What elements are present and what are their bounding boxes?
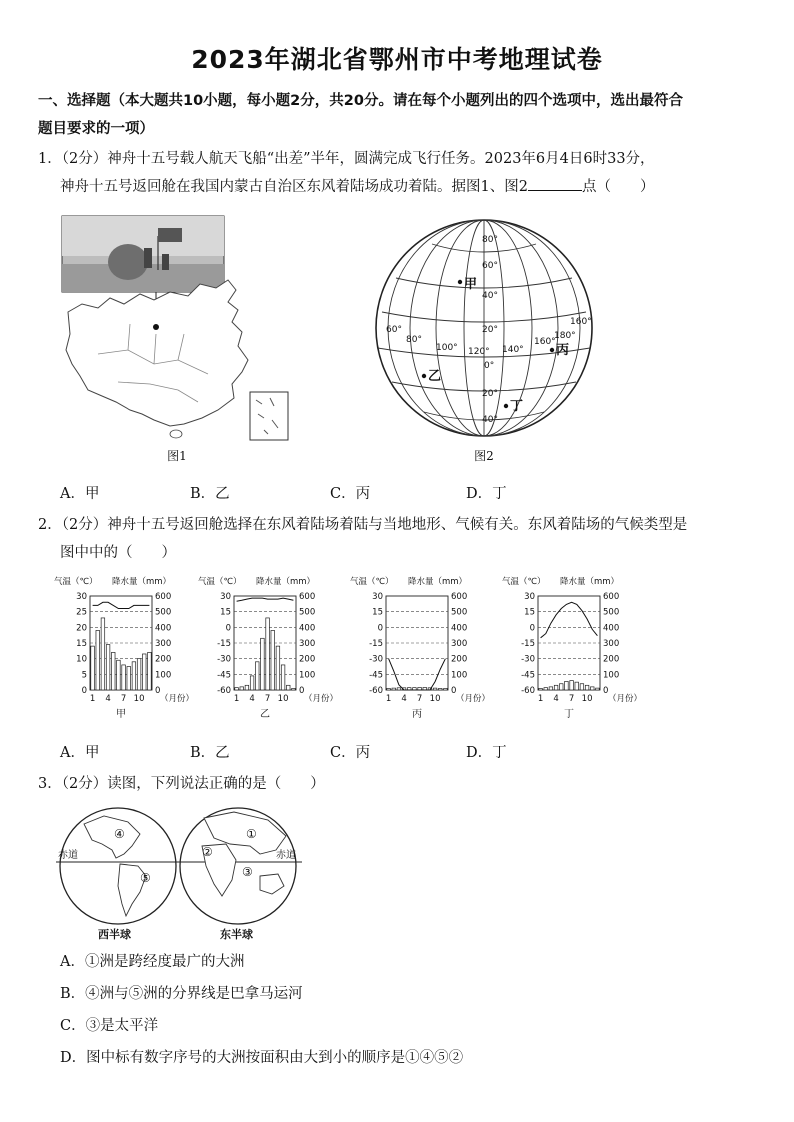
precipitation-bar [271,630,275,690]
temp-tick-label: -60 [521,686,535,696]
precip-tick-label: 600 [451,592,468,602]
point-ding-label: 丁 [510,399,524,414]
month-tick-label: 7 [568,694,575,704]
lon-label: 100° [436,343,458,353]
precipitation-bar [240,687,244,690]
temp-tick-label: -30 [217,654,231,665]
precipitation-bar [433,688,437,690]
return-capsule-icon [108,244,148,280]
q2-option-c[interactable]: C．丙 [330,745,371,761]
temp-tick-label: -60 [217,686,231,696]
precip-tick-label: 100 [603,670,620,681]
photo-sky [62,216,224,256]
lon-label: 140° [502,345,524,355]
q1-option-a[interactable]: A．甲 [60,486,100,502]
chart-title: 甲 [116,709,126,720]
question-1-line2 [38,173,768,201]
lon-label: 120° [468,347,490,357]
temp-tick-label: 15 [372,607,383,618]
precip-tick-label: 200 [603,654,620,665]
hainan-island [170,430,182,438]
precipitation-bar [596,688,600,690]
lon-label: 80° [406,335,422,345]
precipitation-bar [565,681,569,690]
point-yi-marker [422,374,426,378]
precipitation-bar [590,687,594,690]
temp-tick-label: -30 [369,654,383,665]
month-tick-label: 1 [537,694,544,704]
person-icon [144,248,152,268]
temp-tick-label: 25 [76,607,87,618]
precip-tick-label: 0 [299,686,305,696]
month-tick-label: 4 [249,694,255,704]
temp-tick-label: 0 [81,686,87,696]
precipitation-bar [255,662,259,690]
precipitation-bar [122,665,126,690]
temp-axis-title: 气温（℃） [54,577,98,587]
q2-option-d[interactable]: D．丁 [466,745,507,761]
precipitation-bar [137,659,141,690]
precip-tick-label: 600 [603,592,620,602]
question-1-line2-text: 神舟十五号返回舱在我国内蒙古自治区东风着陆场成功着陆。据图1、图2 [60,179,528,195]
precip-axis-title: 降水量（mm） [256,577,316,587]
question-1-line1: 1．（2分）神舟十五号载人航天飞船“出差”半年，圆满完成飞行任务。2023年6月4日6时33分， [38,151,655,167]
temperature-curve [541,602,598,638]
precipitation-bar [245,685,249,690]
precipitation-bar [235,688,239,690]
precip-tick-label: 200 [451,654,468,665]
section-heading [38,87,760,143]
precip-tick-label: 600 [155,592,172,602]
temp-tick-label: 30 [372,592,383,602]
temp-tick-label: 15 [220,607,231,618]
lon-label: 160° [570,317,592,327]
chart-title: 丙 [412,709,422,720]
precipitation-bar [570,681,574,690]
q3-option-d[interactable]: D．图中标有数字序号的大洲按面积由大到小的顺序是①④⑤② [60,1050,464,1066]
precipitation-bar [397,688,401,690]
temperature-curve [237,598,294,601]
section-heading-line1: 一、选择题（本大题共10小题，每小题2分，共20分。请在每个小题列出的四个选项中，选出最符合 [38,93,683,109]
precip-tick-label: 300 [603,639,620,649]
temp-tick-label: 15 [76,639,87,649]
temp-axis-title: 气温（℃） [502,577,546,587]
point-ding-marker [504,404,508,408]
figure-1-china-map [58,214,298,446]
month-axis-label: （月份） [456,694,491,704]
point-bing-marker [550,348,554,352]
month-tick-label: 1 [233,694,240,704]
precip-tick-label: 0 [155,686,161,696]
precip-tick-label: 400 [603,623,620,634]
temp-tick-label: -45 [521,670,535,681]
temperature-curve [93,602,150,608]
precip-tick-label: 400 [299,623,316,634]
precipitation-bar [127,667,131,691]
lon-label: 160° [534,337,556,347]
precipitation-bar [549,687,553,690]
q3-option-b[interactable]: B．④洲与⑤洲的分界线是巴拿马运河 [60,986,303,1002]
month-tick-label: 1 [89,694,96,704]
precip-tick-label: 600 [299,592,316,602]
precipitation-bar [585,685,589,690]
temp-axis-title: 气温（℃） [350,577,394,587]
precipitation-bar [444,688,448,690]
precipitation-bar [281,665,285,690]
point-jia-marker [458,280,462,284]
lon-label: 180° [554,331,576,341]
temp-tick-label: 0 [377,623,383,634]
precipitation-bar [132,662,136,690]
answer-blank[interactable] [528,174,582,191]
precipitation-bar [387,688,391,690]
precip-tick-label: 200 [299,654,316,665]
precipitation-bar [580,684,584,690]
climate-charts-row [54,574,774,734]
equator-label-west: 赤道 [58,850,78,861]
lat-label: 40° [482,291,498,301]
precip-tick-label: 100 [155,670,172,681]
precipitation-bar [106,645,110,690]
temp-tick-label: 0 [529,623,535,634]
question-2-stem [38,511,768,567]
precipitation-bar [392,688,396,690]
precipitation-bar [111,652,115,690]
precipitation-bar [148,652,152,690]
lat-label: 20° [482,325,498,335]
precipitation-bar [575,682,579,690]
precipitation-bar [286,685,290,690]
month-axis-label: （月份） [160,694,195,704]
precip-tick-label: 400 [451,623,468,634]
precip-tick-label: 300 [451,639,468,649]
precipitation-bar [101,618,105,690]
label-4: ④ [114,827,125,841]
precip-tick-label: 400 [155,623,172,634]
month-tick-label: 7 [264,694,271,704]
temp-tick-label: -60 [369,686,383,696]
label-1: ① [246,827,257,841]
precipitation-bar [292,688,296,690]
person-icon [162,254,169,270]
precip-tick-label: 300 [155,639,172,649]
month-tick-label: 4 [401,694,407,704]
precipitation-bar [539,688,543,690]
temp-axis-title: 气温（℃） [198,577,242,587]
question-2-line1: 2．（2分）神舟十五号返回舱选择在东风着陆场着陆与当地地形、气候有关。东风着陆场的气候类型是 [38,517,688,533]
page-title: 2023年湖北省鄂州市中考地理试卷 [191,45,603,74]
precipitation-bar [96,630,100,690]
precip-tick-label: 500 [451,607,468,618]
month-tick-label: 10 [133,694,145,704]
dongfeng-landing-site-marker [153,324,159,330]
question-3-stem: 3．（2分）读图，下列说法正确的是（ ） [38,776,325,792]
label-3: ③ [242,865,253,879]
q1-option-b[interactable]: B．乙 [190,486,230,502]
month-axis-label: （月份） [608,694,643,704]
precip-tick-label: 100 [299,670,316,681]
question-1-line2-end: 点（ ） [581,179,655,195]
month-tick-label: 10 [277,694,289,704]
month-tick-label: 7 [416,694,423,704]
equator-label-east: 赤道 [276,850,296,861]
q2-option-b[interactable]: B．乙 [190,745,230,761]
temp-tick-label: 30 [76,592,87,602]
q1-option-d[interactable]: D．丁 [466,486,507,502]
temp-tick-label: 30 [220,592,231,602]
precipitation-bar [142,654,146,690]
flag-icon [158,228,182,242]
lon-label: 60° [386,325,402,335]
lat-label: 60° [482,261,498,271]
q1-option-c[interactable]: C．丙 [330,486,371,502]
hemispheres-map [54,804,314,942]
precip-axis-title: 降水量（mm） [560,577,620,587]
month-tick-label: 10 [429,694,441,704]
point-yi-label: 乙 [428,369,442,384]
label-5: ⑤ [140,871,151,885]
precip-tick-label: 0 [603,686,609,696]
temp-tick-label: -15 [369,639,383,649]
figure-1-caption: 图1 [167,449,187,463]
figure-2-globe [372,216,597,441]
precipitation-bar [438,688,442,690]
temp-tick-label: 5 [81,670,87,681]
question-2-line2: 图中中的（ ） [60,545,176,561]
lat-label: 40° [482,415,498,425]
climate-charts-svg [54,574,774,734]
temp-tick-label: -45 [217,670,231,681]
temp-tick-label: 10 [76,654,87,665]
temp-tick-label: 30 [524,592,535,602]
precipitation-bar [554,685,558,690]
month-tick-label: 10 [581,694,593,704]
chart-title: 乙 [260,709,270,720]
precipitation-bar [559,684,563,690]
precip-tick-label: 200 [155,654,172,665]
month-tick-label: 4 [105,694,111,704]
q2-option-a[interactable]: A．甲 [60,745,100,761]
eastern-hemisphere-caption: 东半球 [220,928,253,941]
precip-tick-label: 500 [155,607,172,618]
temp-tick-label: -45 [369,670,383,681]
temp-tick-label: 15 [524,607,535,618]
precip-tick-label: 500 [603,607,620,618]
lat-label: 0° [484,361,495,371]
temp-tick-label: -15 [521,639,535,649]
point-bing-label: 丙 [556,343,570,358]
precipitation-bar [544,688,548,690]
lat-label: 20° [482,389,498,399]
precipitation-bar [266,618,270,690]
question-1-stem [38,145,768,201]
lat-label: 80° [482,235,498,245]
precip-tick-label: 500 [299,607,316,618]
precipitation-bar [250,676,254,690]
south-china-sea-inset [250,392,288,440]
temp-tick-label: -30 [521,654,535,665]
temp-tick-label: -15 [217,639,231,649]
temp-tick-label: 20 [76,623,87,634]
point-jia-label: 甲 [464,277,478,292]
month-tick-label: 1 [385,694,392,704]
q3-option-a[interactable]: A．①洲是跨经度最广的大洲 [60,954,245,970]
precip-tick-label: 0 [451,686,457,696]
month-tick-label: 7 [120,694,127,704]
precip-tick-label: 300 [299,639,316,649]
precip-axis-title: 降水量（mm） [408,577,468,587]
precip-axis-title: 降水量（mm） [112,577,172,587]
western-hemisphere-caption: 西半球 [98,928,131,941]
precipitation-bar [117,660,121,690]
precipitation-bar [261,638,265,690]
figure-2-caption: 图2 [474,449,494,463]
month-axis-label: （月份） [304,694,339,704]
section-heading-line2: 题目要求的一项） [38,121,154,137]
precipitation-bar [276,646,280,690]
china-outline [66,280,248,426]
chart-title: 丁 [564,709,574,720]
q3-option-c[interactable]: C．③是太平洋 [60,1018,159,1034]
month-tick-label: 4 [553,694,559,704]
precip-tick-label: 100 [451,670,468,681]
label-2: ② [202,845,213,859]
temp-tick-label: 0 [225,623,231,634]
precipitation-bar [91,646,95,690]
